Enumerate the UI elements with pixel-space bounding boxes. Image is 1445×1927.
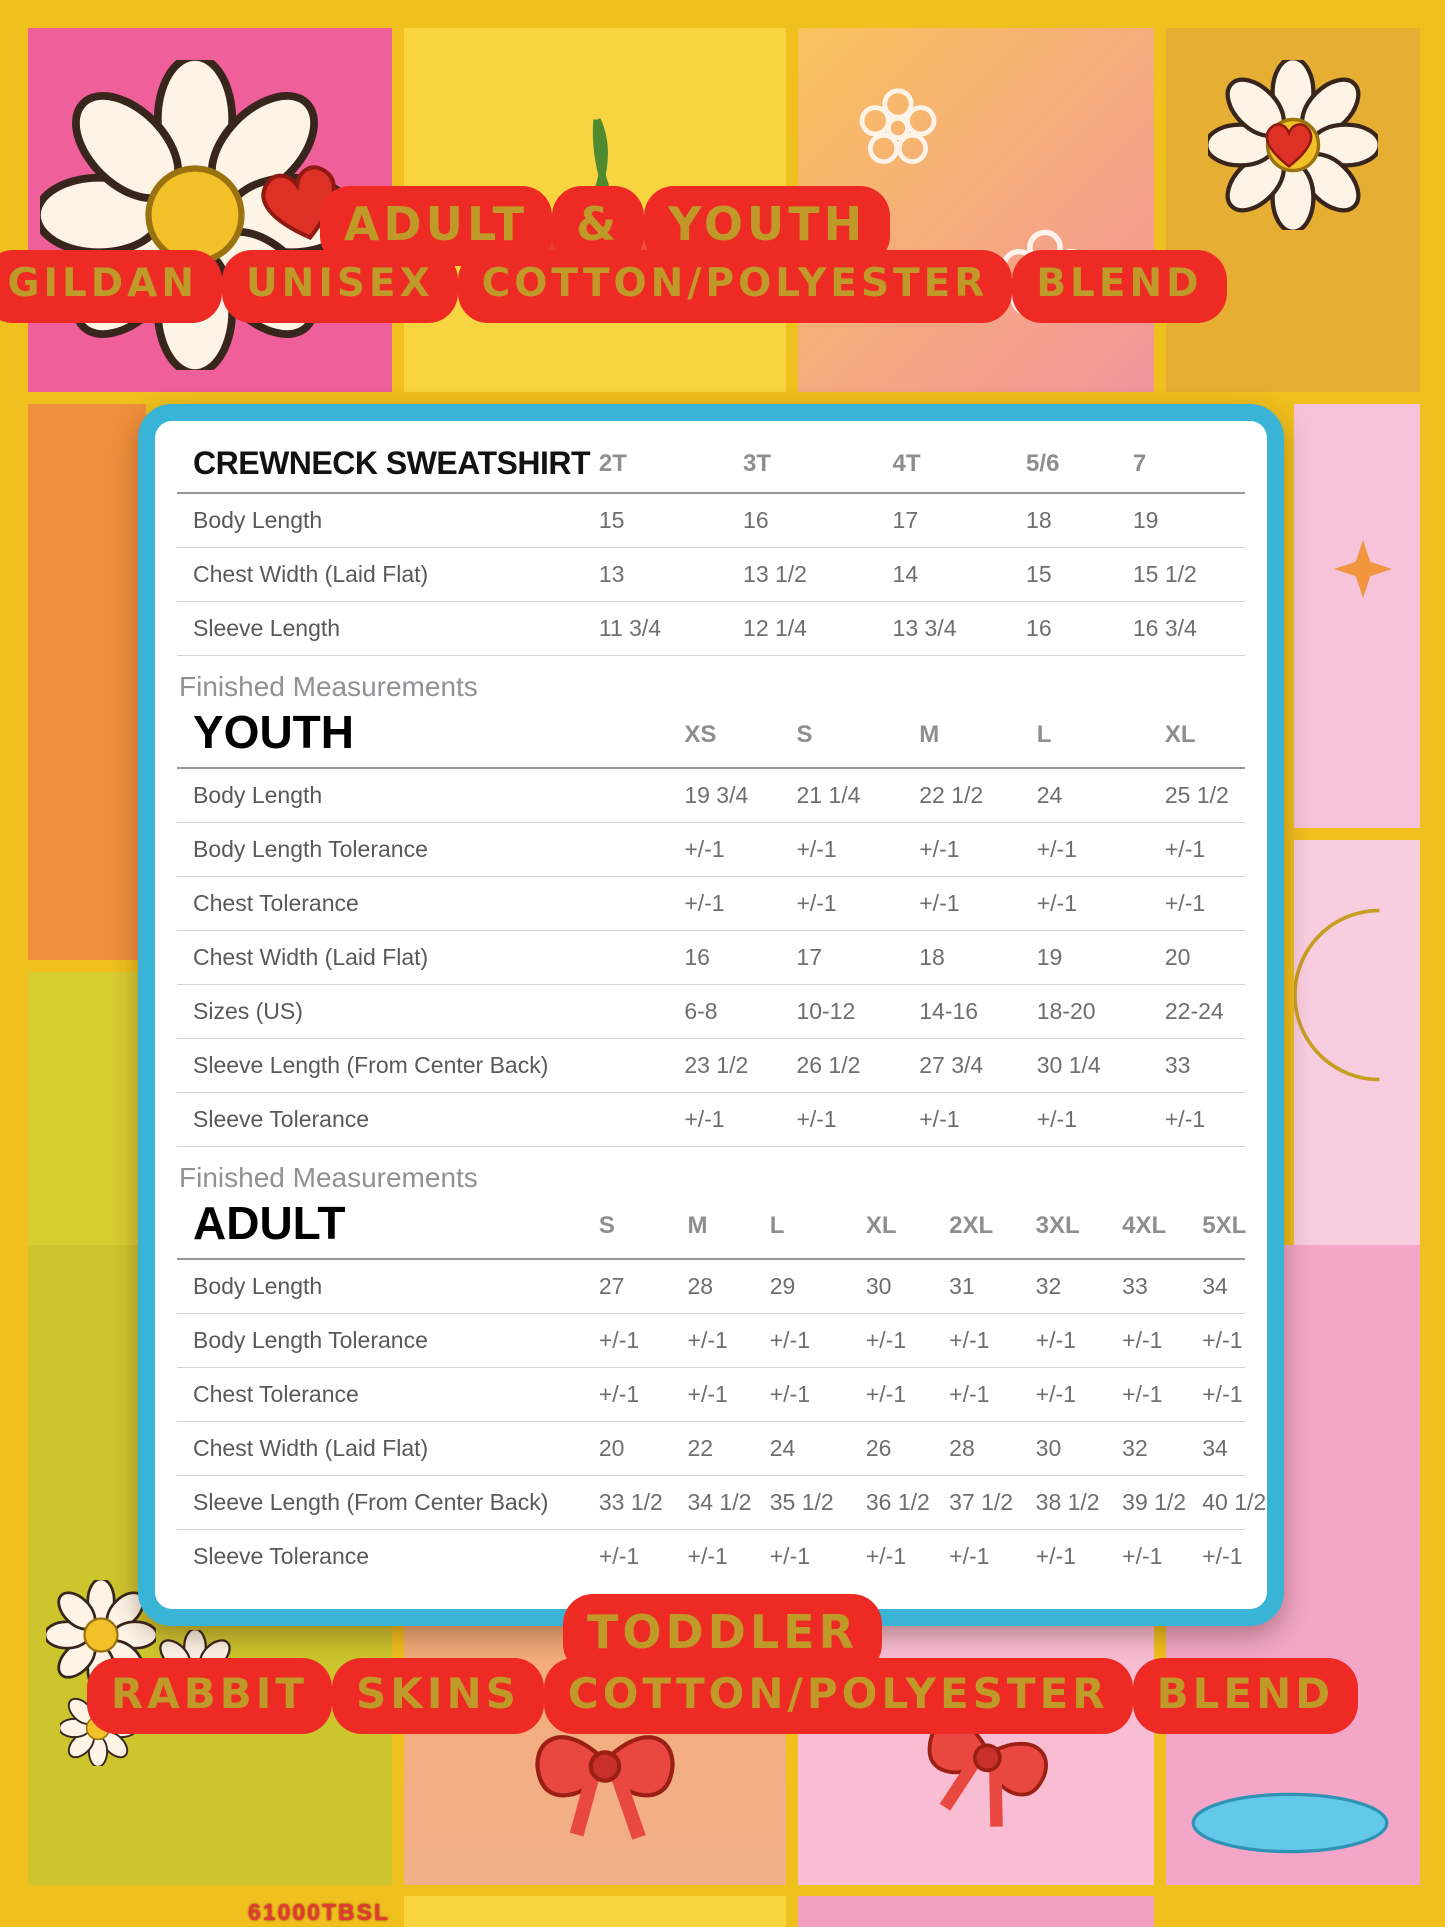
section-label-adult: Finished Measurements	[179, 1161, 478, 1193]
banner-word: UNISEX	[228, 256, 452, 317]
table-row	[177, 1475, 1245, 1529]
row-value: +/-1	[865, 1326, 907, 1353]
row-value: +/-1	[769, 1542, 811, 1569]
column-header: 4XL	[1122, 1211, 1167, 1239]
row-value: 23 1/2	[684, 1051, 749, 1078]
table-row	[177, 1529, 1245, 1583]
row-value: +/-1	[1036, 1105, 1077, 1132]
banner-word: BLEND	[1139, 1664, 1352, 1728]
table-title: CREWNECK SWEATSHIRT	[193, 445, 590, 481]
row-value: 14	[892, 561, 919, 587]
row-value: 16	[743, 507, 769, 533]
row-value: 31	[949, 1272, 975, 1299]
row-value: +/-1	[684, 1105, 725, 1132]
row-value: 21 1/4	[796, 781, 861, 808]
row-value: +/-1	[865, 1380, 907, 1407]
table-header-row	[177, 703, 1245, 768]
row-value: 15	[1026, 561, 1052, 587]
banner-word: ADULT	[326, 192, 546, 260]
banner-word: BLEND	[1018, 256, 1220, 317]
row-value: 24	[769, 1434, 796, 1461]
row-value: 27	[598, 1272, 625, 1299]
table-row	[177, 1038, 1245, 1092]
row-label: Body Length	[193, 781, 323, 808]
row-value: 13	[598, 561, 625, 587]
row-value: +/-1	[919, 889, 960, 916]
top-banner	[0, 192, 1210, 317]
puddle-flower-illustration	[1190, 1790, 1390, 1856]
row-value: +/-1	[796, 835, 837, 862]
table-row	[177, 768, 1245, 823]
row-value: +/-1	[684, 835, 725, 862]
column-header: S	[598, 1211, 615, 1239]
row-value: +/-1	[796, 1105, 837, 1132]
table-row	[177, 1259, 1245, 1314]
table-row	[177, 876, 1245, 930]
background-art-panel	[404, 1896, 786, 1927]
row-value: 17	[796, 943, 823, 970]
row-label: Sleeve Tolerance	[193, 1542, 370, 1569]
row-value: 16 3/4	[1132, 615, 1197, 641]
row-value: 37 1/2	[949, 1488, 1014, 1515]
column-header: L	[1036, 720, 1052, 748]
row-value: +/-1	[1164, 1105, 1206, 1132]
row-value: 32	[1035, 1272, 1062, 1299]
row-value: 16	[684, 943, 710, 970]
row-value: +/-1	[919, 1105, 960, 1132]
row-value: +/-1	[598, 1380, 640, 1407]
table-row	[177, 1092, 1245, 1146]
row-label: Sleeve Length	[193, 615, 341, 641]
row-value: 39 1/2	[1122, 1488, 1187, 1515]
row-value: 19	[1132, 507, 1159, 533]
row-value: 33 1/2	[598, 1488, 663, 1515]
row-value: +/-1	[769, 1380, 811, 1407]
banner-word: SKINS	[338, 1664, 538, 1728]
row-value: 28	[949, 1434, 975, 1461]
column-header: L	[769, 1211, 785, 1239]
banner-word: YOUTH	[650, 192, 884, 260]
row-value: 11 3/4	[598, 615, 662, 641]
column-header: 5/6	[1026, 449, 1060, 477]
row-value: +/-1	[1035, 1380, 1076, 1407]
row-value: +/-1	[1122, 1380, 1163, 1407]
table-row	[177, 602, 1245, 656]
row-value: 18	[919, 943, 945, 970]
table-title: YOUTH	[193, 705, 354, 758]
row-value: 12 1/4	[743, 615, 807, 641]
row-value: 40 1/2	[1202, 1488, 1267, 1515]
row-value: +/-1	[1122, 1542, 1163, 1569]
banner-word: COTTON/POLYESTER	[550, 1664, 1127, 1728]
row-value: 30	[865, 1272, 892, 1299]
row-label: Sizes (US)	[193, 997, 303, 1024]
row-label: Sleeve Length (From Center Back)	[193, 1051, 549, 1078]
row-value: +/-1	[769, 1326, 811, 1353]
row-value: +/-1	[1035, 1326, 1076, 1353]
sparkle-icon	[1334, 540, 1392, 598]
row-value: 33	[1122, 1272, 1148, 1299]
heart-icon	[1262, 118, 1316, 168]
column-header: S	[796, 720, 813, 748]
row-value: +/-1	[919, 835, 960, 862]
column-header: 4T	[892, 449, 921, 477]
row-value: 34	[1202, 1272, 1228, 1299]
row-label: Body Length	[193, 507, 323, 533]
banner-word: GILDAN	[0, 256, 216, 317]
column-header: 3T	[743, 449, 772, 477]
column-header: XL	[1164, 720, 1196, 748]
row-value: +/-1	[1164, 835, 1206, 862]
row-value: 25 1/2	[1164, 781, 1229, 808]
banner-word: TODDLER	[569, 1600, 876, 1668]
row-value: +/-1	[1036, 835, 1077, 862]
column-header: XS	[684, 720, 717, 748]
row-value: +/-1	[949, 1326, 990, 1353]
row-value: 18-20	[1036, 997, 1096, 1024]
youth-size-table	[177, 703, 1245, 1147]
size-chart-card	[138, 404, 1284, 1626]
row-value: 16	[1026, 615, 1052, 641]
row-value: 13 1/2	[743, 561, 807, 587]
table-header-row	[177, 1194, 1245, 1259]
row-label: Body Length Tolerance	[193, 835, 428, 862]
row-value: +/-1	[1202, 1542, 1243, 1569]
row-value: +/-1	[687, 1326, 728, 1353]
row-value: 6-8	[684, 997, 718, 1024]
row-value: +/-1	[865, 1542, 907, 1569]
row-value: 32	[1122, 1434, 1148, 1461]
row-label: Body Length	[193, 1272, 323, 1299]
table-row	[177, 493, 1245, 548]
row-value: 27 3/4	[919, 1051, 984, 1078]
row-value: 14-16	[919, 997, 979, 1024]
row-label: Chest Tolerance	[193, 1380, 359, 1407]
column-header: 2T	[598, 449, 627, 477]
bottom-banner	[0, 1600, 1445, 1728]
row-value: +/-1	[796, 889, 837, 916]
row-value: +/-1	[1202, 1380, 1243, 1407]
column-header: XL	[865, 1211, 897, 1239]
row-value: 17	[892, 507, 919, 533]
row-value: 36 1/2	[865, 1488, 930, 1515]
row-value: +/-1	[687, 1380, 728, 1407]
row-value: 13 3/4	[892, 615, 957, 641]
background-art-panel	[798, 1896, 1154, 1927]
adult-size-table	[177, 1194, 1267, 1583]
crewneck-size-table	[177, 435, 1245, 656]
row-value: 29	[769, 1272, 796, 1299]
row-label: Chest Tolerance	[193, 889, 359, 916]
row-value: 34	[1202, 1434, 1228, 1461]
row-value: 38 1/2	[1035, 1488, 1100, 1515]
row-value: 20	[598, 1434, 625, 1461]
row-value: 22	[687, 1434, 714, 1461]
table-row	[177, 1313, 1245, 1367]
bottom-banner-line1	[0, 1600, 1445, 1668]
table-title: ADULT	[193, 1196, 346, 1249]
row-value: 18	[1026, 507, 1052, 533]
table-row	[177, 984, 1245, 1038]
top-banner-line2	[0, 256, 1210, 317]
row-value: 34 1/2	[687, 1488, 752, 1515]
row-label: Chest Width (Laid Flat)	[193, 1434, 429, 1461]
row-value: 24	[1036, 781, 1063, 808]
row-label: Sleeve Length (From Center Back)	[193, 1488, 549, 1515]
column-header: M	[919, 720, 940, 748]
column-header: 2XL	[949, 1211, 994, 1239]
table-row	[177, 930, 1245, 984]
background-art-panel	[1294, 404, 1420, 828]
section-label-youth: Finished Measurements	[179, 671, 478, 702]
row-value: 35 1/2	[769, 1488, 834, 1515]
table-row	[177, 1421, 1245, 1475]
row-value: 15	[598, 507, 625, 533]
banner-word: &	[558, 192, 638, 260]
column-header: M	[687, 1211, 708, 1239]
row-value: +/-1	[687, 1542, 728, 1569]
row-label: Chest Width (Laid Flat)	[193, 561, 429, 587]
row-value: 30 1/4	[1036, 1051, 1101, 1078]
row-value: +/-1	[949, 1380, 990, 1407]
column-header: 5XL	[1202, 1211, 1247, 1239]
row-value: 19 3/4	[684, 781, 749, 808]
background-art-panel	[28, 404, 146, 960]
row-label: Sleeve Tolerance	[193, 1105, 370, 1132]
table-row	[177, 822, 1245, 876]
row-value: 22 1/2	[919, 781, 984, 808]
top-banner-line1	[0, 192, 1210, 260]
row-value: 33	[1164, 1051, 1191, 1078]
row-value: 30	[1035, 1434, 1062, 1461]
banner-word: COTTON/POLYESTER	[464, 256, 1007, 317]
row-value: 15 1/2	[1132, 561, 1197, 587]
row-value: +/-1	[598, 1542, 640, 1569]
row-value: 20	[1164, 943, 1191, 970]
row-value: 26	[865, 1434, 892, 1461]
row-value: +/-1	[1202, 1326, 1243, 1353]
table-header-row	[177, 435, 1245, 493]
column-header: 3XL	[1035, 1211, 1080, 1239]
row-value: 19	[1036, 943, 1063, 970]
row-value: 10-12	[796, 997, 856, 1024]
row-value: +/-1	[1122, 1326, 1163, 1353]
row-value: +/-1	[1035, 1542, 1076, 1569]
row-value: 28	[687, 1272, 714, 1299]
column-header: 7	[1132, 449, 1147, 477]
table-row	[177, 1367, 1245, 1421]
row-value: 26 1/2	[796, 1051, 861, 1078]
row-value: +/-1	[1036, 889, 1077, 916]
bottom-banner-line2	[0, 1664, 1445, 1728]
row-value: +/-1	[1164, 889, 1206, 916]
row-value: +/-1	[949, 1542, 990, 1569]
row-value: +/-1	[684, 889, 725, 916]
bottom-edge-text: 61000TBSL	[248, 1899, 391, 1925]
row-value: +/-1	[598, 1326, 640, 1353]
row-label: Body Length Tolerance	[193, 1326, 428, 1353]
crescent-moon-illustration	[1294, 880, 1420, 1110]
row-label: Chest Width (Laid Flat)	[193, 943, 429, 970]
flower-outline-icon	[850, 80, 946, 176]
table-row	[177, 548, 1245, 602]
row-value: 22-24	[1164, 997, 1224, 1024]
banner-word: RABBIT	[93, 1664, 326, 1728]
